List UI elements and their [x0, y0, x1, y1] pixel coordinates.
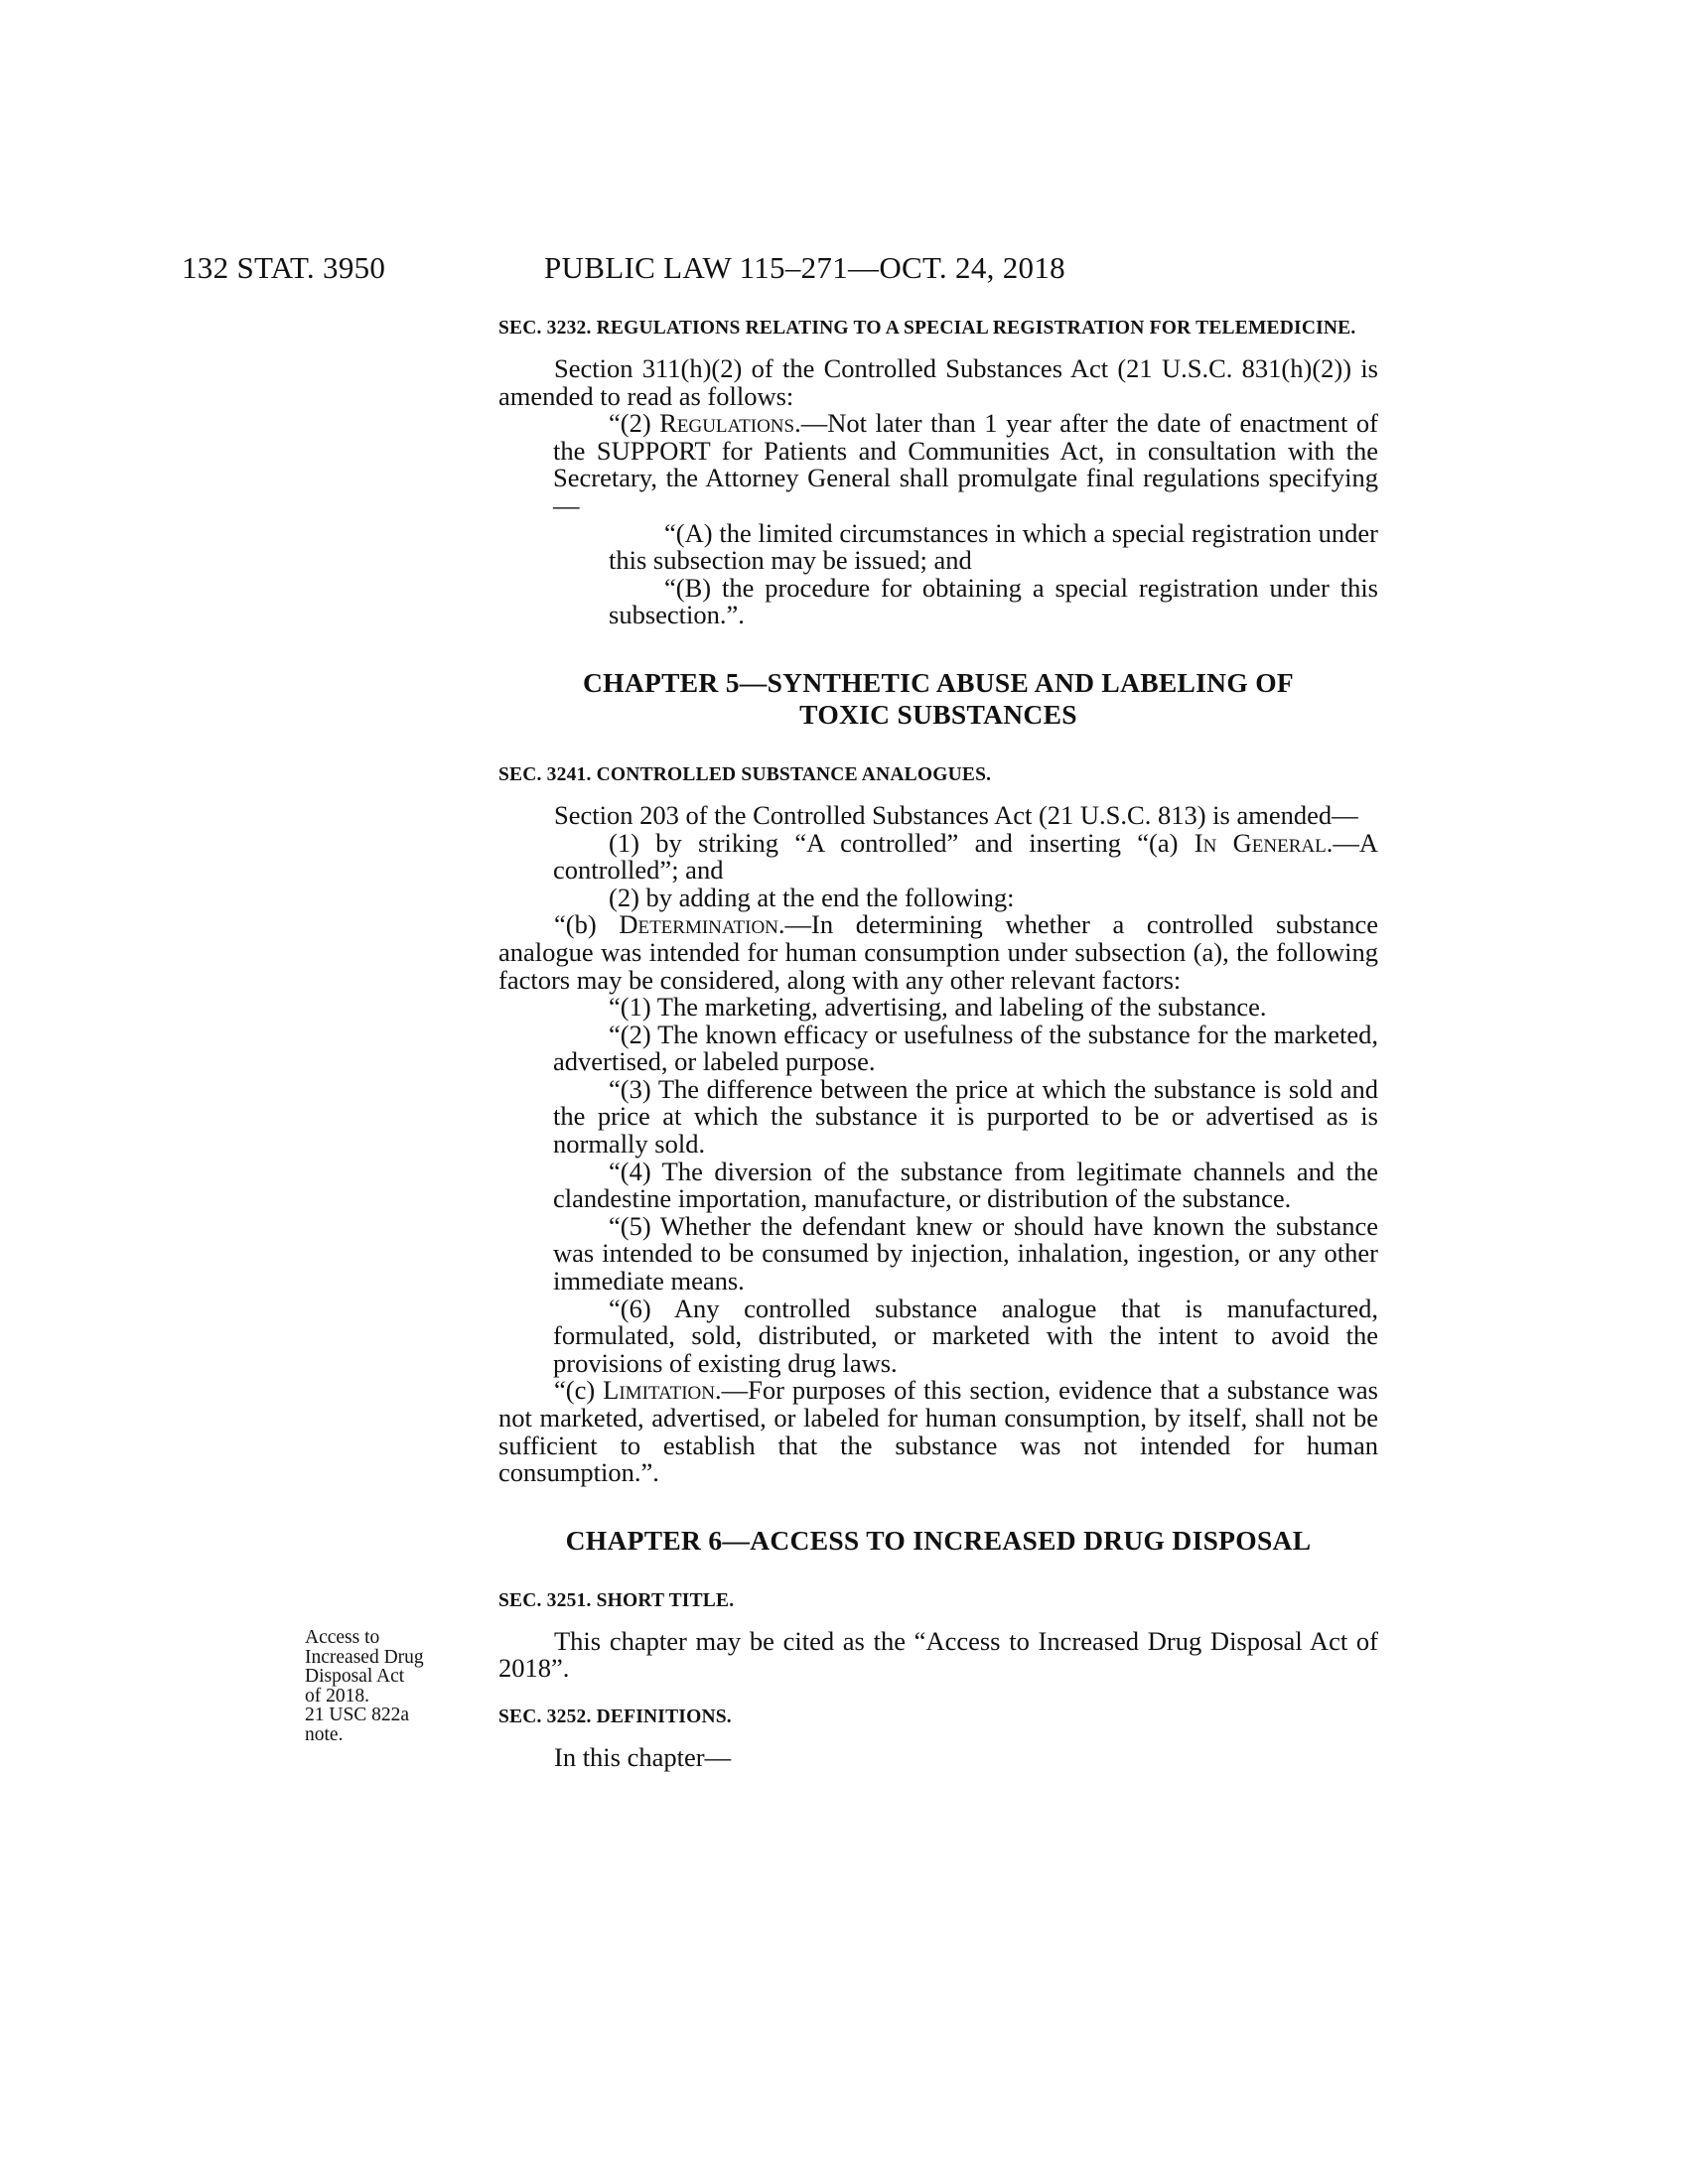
sec3232-item-a: “(A) the limited circumstances in which a special registration under this subsection may be issued; and	[609, 517, 1378, 576]
stat-page-number: 132 STAT. 3950	[182, 250, 386, 285]
factor-3: “(3) The difference between the price at which the substance is sold and the price at which the substance it is purported to be or advertised as is normally sold.	[553, 1073, 1378, 1160]
factor-5: “(5) Whether the defendant knew or should have known the substance was intended to be consumed by injection, inhalation, ingestion, or any other immediate means.	[553, 1210, 1378, 1297]
margin-note-line: Increased Drug	[305, 1646, 424, 1668]
sec3241-item1: (1) by striking “A controlled” and inserting “(a) In General.—A controlled”; and	[553, 827, 1378, 886]
margin-note-line: Disposal Act	[305, 1666, 405, 1687]
sec3241-intro: Section 203 of the Controlled Substances Act (21 U.S.C. 813) is amended—	[554, 799, 1358, 830]
factor-4: “(4) The diversion of the substance from legitimate channels and the clandestine importation, manufacture, or distribution of the substance.	[553, 1156, 1378, 1214]
margin-note-line: Access to	[305, 1627, 380, 1648]
sec3252-text: In this chapter—	[554, 1741, 732, 1772]
margin-note-line: 21 USC 822a	[305, 1705, 410, 1725]
margin-note-line: note.	[305, 1723, 344, 1745]
running-head-title: PUBLIC LAW 115–271—OCT. 24, 2018	[544, 250, 1065, 285]
chapter-6-title: CHAPTER 6—ACCESS TO INCREASED DRUG DISPOSAL	[565, 1524, 1312, 1556]
sec3241-subsection-c: “(c) Limitation.—For purposes of this section, evidence that a substance was not marketed, advertised, or labeled for human consumption, by itself, shall not be sufficient to establish that the substance was not intended for human consumption.”.	[498, 1375, 1378, 1488]
section-heading-3251: SEC. 3251. SHORT TITLE.	[498, 1589, 735, 1611]
sec3232-intro: Section 311(h)(2) of the Controlled Substances Act (21 U.S.C. 831(h)(2)) is amended to read as follows:	[498, 353, 1378, 411]
section-heading-3241: SEC. 3241. CONTROLLED SUBSTANCE ANALOGUES.	[498, 763, 992, 785]
factor-2: “(2) The known efficacy or usefulness of the substance for the marketed, advertised, or labeled purpose.	[553, 1019, 1378, 1077]
section-heading-3252: SEC. 3252. DEFINITIONS.	[498, 1706, 732, 1727]
sec3241-item2: (2) by adding at the end the following:	[609, 882, 1015, 912]
sec3232-para2: “(2) Regulations.—Not later than 1 year after the date of enactment of the SUPPORT for Patients and Communities Act, in consultation with the Secretary, the Attorney General shall promulgate final regulations specifying—	[553, 408, 1378, 520]
margin-note-line: of 2018.	[305, 1685, 369, 1706]
chapter-5-title-line2: TOXIC SUBSTANCES	[799, 698, 1077, 730]
chapter-5-title-line1: CHAPTER 5—SYNTHETIC ABUSE AND LABELING OF	[583, 666, 1294, 698]
sec3232-item-b: “(B) the procedure for obtaining a special registration under this subsection.”.	[609, 572, 1378, 630]
sec3251-text: This chapter may be cited as the “Access to Increased Drug Disposal Act of 2018”.	[498, 1625, 1378, 1684]
factor-1: “(1) The marketing, advertising, and labeling of the substance.	[609, 992, 1267, 1023]
section-heading-3232: SEC. 3232. REGULATIONS RELATING TO A SPECIAL REGISTRATION FOR TELEMEDICINE.	[498, 318, 1356, 339]
sec3241-subsection-b: “(b) Determination.—In determining whether a controlled substance analogue was intended for human consumption under subsection (a), the following factors may be considered, along with any other relevant factors:	[498, 909, 1378, 995]
margin-note	[305, 1628, 474, 1744]
factor-6: “(6) Any controlled substance analogue that is manufactured, formulated, sold, distributed, or marketed with the intent to avoid the provisions of existing drug laws.	[553, 1293, 1378, 1378]
page-body	[498, 316, 1378, 1772]
